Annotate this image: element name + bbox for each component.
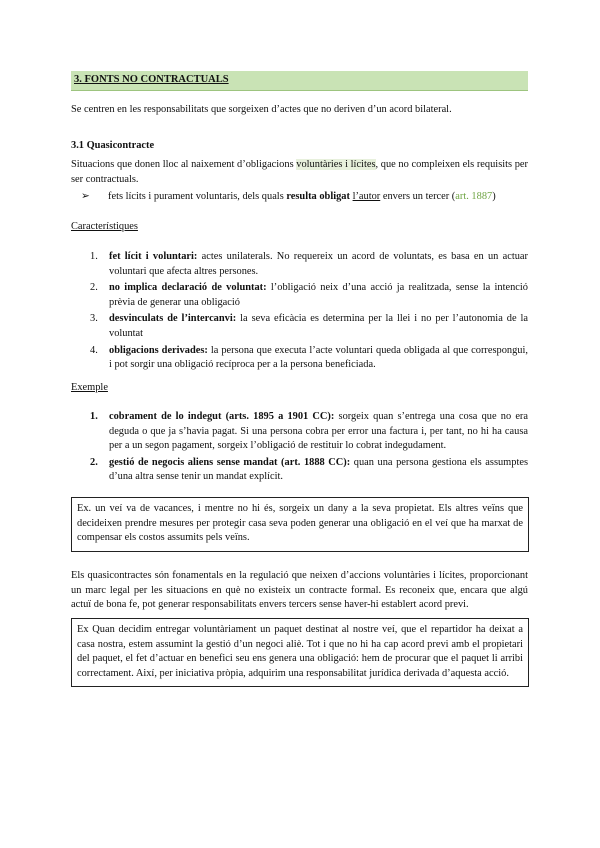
section-heading [71, 71, 528, 91]
list-item: 3. desvinculats de l’intercanvi: la seva eficàcia es determina per la llei i no per l’autonomia de la voluntat [90, 313, 529, 339]
list-item: 2. no implica declaració de voluntat: l’obligació neix d’una acció ja realitzada, sense la intenció prèvia de generar una obligació [90, 282, 528, 308]
example-box-package: Ex Quan decidim entregar voluntàriament un paquet destinat al nostre veí, que el repartidor ha deixat a casa nostra, estem assumint la gestió d’un negoci aliè. Tot i que no hi ha cap acord previ amb el propietari del paquet, el fet d’actuar en benefici seu ens genera una obligació: hem de procurar que el paquet li arribi correctament. Així, per iniciativa pròpia, adquirim una responsabilitat jurídica derivada d’aquesta acció. [71, 618, 529, 687]
bullet-definition: ➢ fets lícits i purament voluntaris, dels quals resulta obligat l’autor envers un tercer (art. 1887) [81, 190, 528, 205]
example-list [71, 410, 528, 487]
characteristics-title: Característiques [71, 221, 138, 232]
section-title: 3. FONTS NO CONTRACTUALS [74, 74, 229, 85]
list-item: 1. fet lícit i voluntari: actes unilaterals. No requereix un acord de voluntats, es basa en un actuar voluntari que afecta altres persones. [90, 251, 528, 277]
list-item: 1. cobrament de lo indegut (arts. 1895 a 1901 CC): sorgeix quan s’entrega una cosa que no era deguda o que ja s’havia pagat. Si una persona cobra per error una factura i, per tant, no hi ha causa per a un segon pagament, sorgeix l’obligació de restituir lo cobrat indegudament. [90, 411, 529, 452]
highlighted-text: voluntàries i lícites [296, 159, 376, 170]
closing-paragraph: Els quasicontractes són fonamentals en la regulació que neixen d’accions voluntàries i lícites, proporcionant un marc legal per les situacions en què no existeix un contracte formal. Es reconeix que, encara que algú actuï de bona fe, pot generar responsabilitats envers tercers sense haver-hi establert acord previ. [71, 570, 528, 611]
arrow-bullet-icon: ➢ [81, 191, 90, 202]
section-intro: Se centren en les responsabilitats que sorgeixen d’actes que no deriven d’un acord bilateral. [71, 104, 452, 115]
list-item: 4. obligacions derivades: la persona que executa l’acte voluntari queda obligada al que correspongui, i pot sorgir una obligació recíproca per a la persona beneficiada. [90, 344, 528, 371]
definition-paragraph: Situacions que donen lloc al naixement d’obligacions voluntàries i lícites, que no compleixen els requisits per ser contractuals. [71, 159, 528, 185]
article-reference: art. 1887 [455, 191, 493, 202]
example-title: Exemple [71, 382, 108, 393]
characteristics-list [71, 250, 528, 375]
subsection-title: 3.1 Quasicontracte [71, 140, 155, 151]
list-item: 2. gestió de negocis aliens sense mandat (art. 1888 CC): quan una persona gestiona els assumptes d’una altra sense tenir un mandat explícit. [90, 456, 529, 483]
example-box-neighbors: Ex. un veí va de vacances, i mentre no hi és, sorgeix un dany a la seva propietat. Els altres veïns que decideixen prendre mesures per protegir casa seva poden generar una obligació en el veí que ha marxat de compensar els costos assumits pels veïns. [71, 497, 529, 552]
